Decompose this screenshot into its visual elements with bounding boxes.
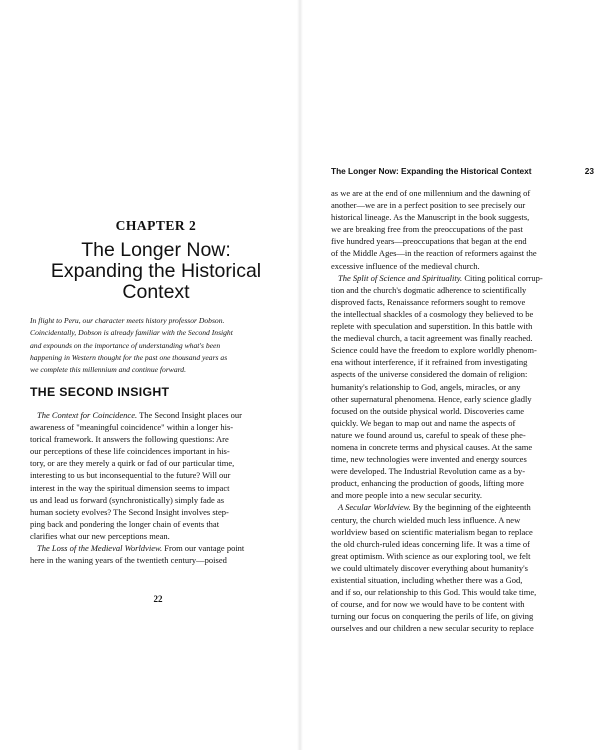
body-line: quickly. We began to map out and name the aspects of xyxy=(331,417,516,428)
body-line: five hundred years—preoccupations that began at the end xyxy=(331,236,527,247)
right-page xyxy=(300,0,600,750)
body-line: turning our focus on conquering the perils of life, on giving xyxy=(331,611,534,622)
chapter-title-line: Expanding the Historical xyxy=(50,260,262,282)
body-line: historical lineage. As the Manuscript in the book suggests, xyxy=(331,212,530,223)
right-body-text xyxy=(331,187,593,634)
body-text: Citing political corrup- xyxy=(462,272,543,283)
intro-line: and expounds on the importance of understanding what's been xyxy=(30,340,221,350)
intro-line: happening in Western thought for the past one thousand years as xyxy=(30,352,228,362)
body-line: time, new technologies were invented and energy sources xyxy=(331,454,527,465)
body-line: and if so, our relationship to this God. This would take time, xyxy=(331,587,537,598)
body-line: product, enhancing the production of goods, lifting more xyxy=(331,478,524,489)
body-line: excessive influence of the medieval church. xyxy=(331,260,480,271)
paragraph-lead: A Secular Worldview. xyxy=(338,502,411,513)
body-line: of the Middle Ages—in the reaction of reformers against the xyxy=(331,248,537,259)
body-line: the intellectual shackles of a cosmology they believed to be xyxy=(331,308,534,319)
body-line: tory, or are they merely a quirk or fad of our particular time, xyxy=(30,458,235,469)
body-line: interest in the way the spiritual dimension seems to impact xyxy=(30,482,230,493)
body-line: the old church-ruled ideas concerning life. It was a time of xyxy=(331,538,530,549)
body-line: ourselves and our children a new secular security to replace xyxy=(331,623,534,634)
chapter-title-line: The Longer Now: xyxy=(81,239,231,261)
chapter-intro xyxy=(30,315,286,376)
body-line xyxy=(30,542,288,554)
body-line xyxy=(331,272,593,284)
body-line: were developed. The Industrial Revolution came as a by- xyxy=(331,466,526,477)
body-text: From our vantage point xyxy=(162,543,245,554)
body-line xyxy=(30,409,288,421)
chapter-label: CHAPTER 2 xyxy=(115,218,197,233)
body-line: century, the church wielded much less influence. A new xyxy=(331,514,521,525)
body-line: replete with speculation and superstition. In this battle with xyxy=(331,321,533,332)
body-line: us and lead us forward (synchronistically) simply fade as xyxy=(30,494,225,505)
body-line: focused on the outside physical world. Discoveries came xyxy=(331,405,525,416)
body-line: we are breaking free from the preoccupations of the past xyxy=(331,224,523,235)
body-line: humanity's relationship to God, angels, miracles, or any xyxy=(331,381,521,392)
chapter-title xyxy=(20,240,292,303)
running-head-title: The Longer Now: Expanding the Historical Context xyxy=(331,166,532,176)
body-line: ena without interference, if it refrained from investigating xyxy=(331,357,528,368)
body-line: great optimism. With science as our exploring tool, we felt xyxy=(331,550,531,561)
body-line: worldview based on scientific materialism began to replace xyxy=(331,526,533,537)
body-line: and more people into a new secular security. xyxy=(331,490,482,501)
body-line: of course, and for now we would have to be content with xyxy=(331,599,525,610)
body-line: interesting to us but inconsequential to the future? Will our xyxy=(30,470,231,481)
body-line: clarifies what our new perceptions mean. xyxy=(30,530,170,541)
body-line: another—we are in a perfect position to see precisely our xyxy=(331,200,526,211)
paragraph-lead: The Split of Science and Spirituality. xyxy=(338,272,463,283)
section-heading: THE SECOND INSIGHT xyxy=(30,385,170,399)
paragraph-lead: The Context for Coincidence. xyxy=(37,410,138,420)
body-line: nature we found around us, careful to speak of these phe- xyxy=(331,429,526,440)
body-line: awareness of "meaningful coincidence" within a longer his- xyxy=(30,422,234,433)
body-line: aspects of the universe considered the domain of religion: xyxy=(331,369,528,380)
body-line: tion and the church's dogmatic adherence to scientifically xyxy=(331,284,527,295)
page-number: 23 xyxy=(584,166,594,176)
body-line: existential situation, including whether there was a God, xyxy=(331,575,523,585)
body-text: The Second Insight places our xyxy=(137,410,242,420)
body-line: ping back and pondering the longer chain of events that xyxy=(30,518,220,529)
left-body-text xyxy=(30,409,288,566)
body-line: our perceptions of these life coincidences important in his- xyxy=(30,446,230,457)
body-line: human society evolves? The Second Insight involves step- xyxy=(30,506,229,517)
body-line: here in the waning years of the twentieth century—poised xyxy=(30,555,227,566)
body-line: other supernatural phenomena. Hence, early science gladly xyxy=(331,393,532,404)
body-text: By the beginning of the eighteenth xyxy=(410,502,531,513)
chapter-title-line: Context xyxy=(122,281,190,303)
paragraph-lead: The Loss of the Medieval Worldview. xyxy=(37,543,163,554)
body-line: Science could have the freedom to explore worldly phenom- xyxy=(331,345,537,356)
page-number: 22 xyxy=(153,594,163,604)
intro-line: In flight to Peru, our character meets history professor Dobson. xyxy=(30,316,225,325)
body-line: the medieval church, a tacit agreement was finally reached. xyxy=(331,333,533,344)
body-line: as we are at the end of one millennium and the dawning of xyxy=(331,188,531,198)
intro-line: Coincidentally, Dobson is already familiar with the Second Insight xyxy=(30,328,233,338)
body-line xyxy=(331,501,593,513)
body-line: torical framework. It answers the following questions: Are xyxy=(30,434,229,445)
body-line: nomena in concrete terms and physical causes. At the same xyxy=(331,441,533,452)
intro-line: we complete this millennium and continue forward. xyxy=(30,365,187,375)
body-line: we could ultimately discover everything about humanity's xyxy=(331,562,528,573)
body-line: disproved facts, Renaissance reformers sought to remove xyxy=(331,296,526,307)
